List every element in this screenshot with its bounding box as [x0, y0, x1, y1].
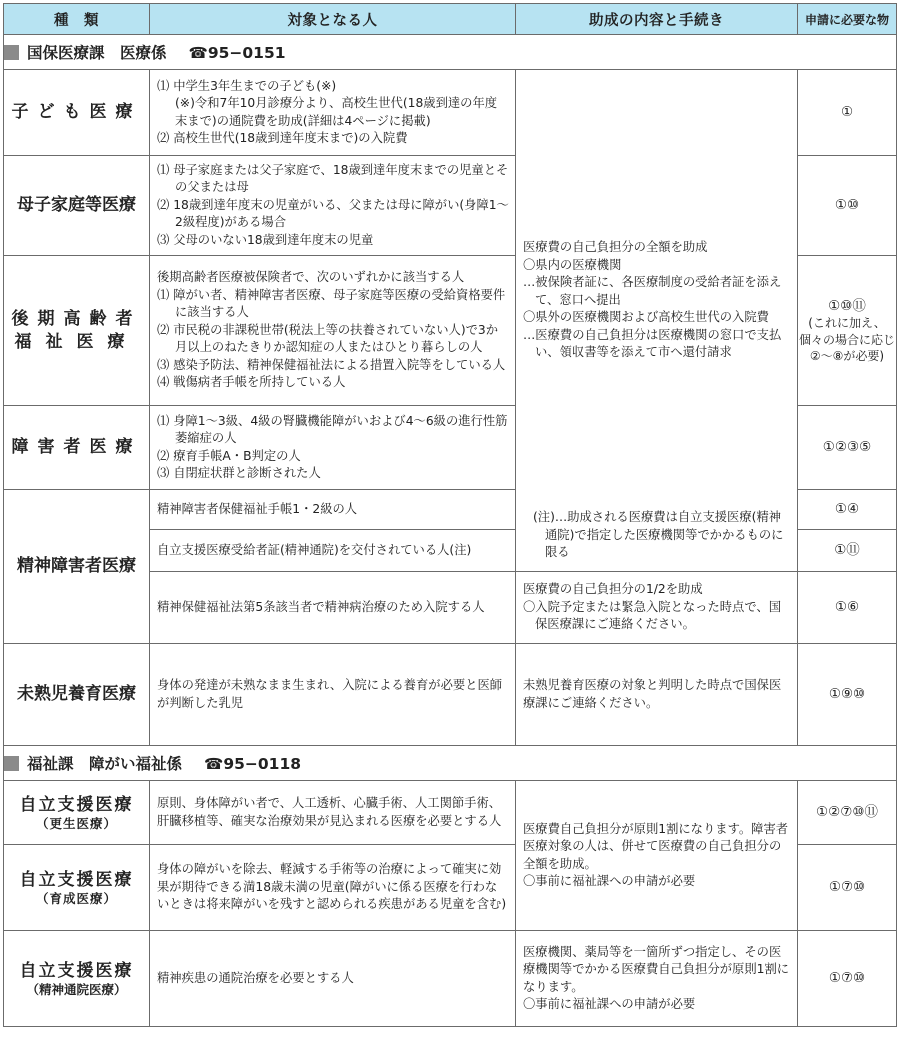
- category-name: 自立支援医療: [19, 869, 134, 890]
- aid-line: 医療費の自己負担分の1/2を助成: [523, 582, 703, 597]
- header-row: [4, 4, 897, 35]
- table-row-tsuin: [4, 931, 897, 1027]
- aid-line: 〇県内の医療機関: [523, 257, 622, 272]
- aid-line: 〇県外の医療機関および高校生世代の入院費: [523, 310, 769, 325]
- required-docs: ①⑩⑪: [828, 298, 866, 315]
- aid-line: 医療機関、薬局等を一箇所ずつ指定し、その医療機関等でかかる医療費自己負担分が原則1割になります。: [523, 944, 790, 994]
- required-note: (これに加え、個々の場合に応じ②〜⑧が必要): [798, 316, 895, 363]
- gray-square-icon: [4, 756, 19, 771]
- target-item: ⑶ 父母のいない18歳到達年度末の児童: [157, 232, 374, 247]
- target-item: ⑵ 高校生世代(18歳到達年度末まで)の入院費: [157, 130, 408, 145]
- required-docs: ①⑩: [798, 156, 897, 256]
- header-aid: 助成の内容と手続き: [516, 4, 798, 35]
- required-docs: ①②⑦⑩⑪: [798, 781, 897, 845]
- table-row-mijuku: [4, 644, 897, 746]
- required-docs: ①⑦⑩: [798, 931, 897, 1027]
- target-item: 原則、身体障がい者で、人工透析、心臓手術、人工関節手術、肝臓移植等、確実な治療効果が見込まれる医療を必要とする人: [150, 781, 516, 845]
- target-item: ⑶ 感染予防法、精神保健福祉法による措置入院等をしている人: [157, 357, 506, 372]
- aid-line: 〇事前に福祉課への申請が必要: [523, 873, 696, 888]
- category-name: 母子家庭等医療: [4, 156, 150, 256]
- required-docs: ①⑨⑩: [798, 644, 897, 746]
- required-docs: ①⑦⑩: [798, 845, 897, 931]
- aid-cell-full: [516, 70, 798, 572]
- category-name: 福祉医療: [14, 331, 139, 352]
- aid-line: 医療費の自己負担分の全額を助成: [523, 240, 708, 255]
- category-sub: （精神通院医療）: [26, 982, 127, 998]
- target-item: 精神疾患の通院治療を必要とする人: [150, 931, 516, 1027]
- category-name: 障害者医療: [11, 437, 142, 458]
- target-note: (※)令和7年10月診療分より、高校生世代(18歳到達の年度末まで)の通院費を助成(詳細は4ページに掲載): [175, 96, 498, 128]
- header-target: 対象となる人: [150, 4, 516, 35]
- target-item: ⑵ 18歳到達年度末の児童がいる、父または母に障がい(身障1〜2級程度)がある場合: [157, 197, 509, 230]
- required-docs: ①⑪: [798, 530, 897, 572]
- header-required: 申請に必要な物: [798, 4, 897, 35]
- category-name: 後期高齢者: [11, 308, 142, 329]
- aid-line: …被保険者証に、各医療制度の受給者証を添えて、窓口へ提出: [523, 275, 782, 307]
- aid-line: 未熟児養育医療の対象と判明した時点で国保医療課にご連絡ください。: [516, 644, 798, 746]
- aid-note: (注)…助成される医療費は自立支援医療(精神通院)で指定した医療機関等でかかるものに限る: [533, 510, 784, 560]
- category-name: 自立支援医療: [19, 960, 134, 981]
- table-row-kosei: [4, 781, 897, 845]
- required-docs: ①②③⑤: [798, 406, 897, 490]
- target-item: 身体の発達が未熟なまま生まれ、入院による養育が必要と医師が判断した乳児: [150, 644, 516, 746]
- target-item: ⑴ 障がい者、精神障害者医療、母子家庭等医療の受給資格要件に該当する人: [157, 287, 506, 320]
- category-name: 未熟児養育医療: [4, 644, 150, 746]
- required-docs: ①④: [798, 490, 897, 530]
- target-item: ⑴ 身障1〜3級、4級の腎臓機能障がいおよび4〜6級の進行性筋萎縮症の人: [157, 413, 508, 446]
- target-item: ⑵ 療育手帳A・B判定の人: [157, 448, 301, 463]
- aid-line: …医療費の自己負担分は医療機関の窓口で支払い、領収書等を添えて市へ還付請求: [523, 327, 782, 359]
- target-item: 身体の障がいを除去、軽減する手術等の治療によって確実に効果が期待できる満18歳未満の児童(障がいに係る医療を行わないときは将来障がいを残すと認められる疾患がある児童を含む): [150, 845, 516, 931]
- target-item: ⑶ 自閉症状群と診断された人: [157, 465, 321, 480]
- section-title: 国保医療課 医療係: [27, 44, 167, 62]
- category-name: 精神障害者医療: [4, 490, 150, 644]
- category-name: 自立支援医療: [19, 794, 134, 815]
- target-lead: 後期高齢者医療被保険者で、次のいずれかに該当する人: [157, 270, 465, 285]
- category-name: 子ども医療: [11, 102, 142, 123]
- target-item: 精神保健福祉法第5条該当者で精神病治療のため入院する人: [150, 572, 516, 644]
- target-item: ⑵ 市民税の非課税世帯(税法上等の扶養されていない人)で3か月以上のねたきりか認知症の人またはひとり暮らしの人: [157, 322, 499, 355]
- target-item: ⑴ 中学生3年生までの子ども(※): [157, 78, 337, 93]
- section-kokuho: [4, 35, 897, 70]
- section-title: 福祉課 障がい福祉係: [27, 755, 183, 773]
- aid-line: 〇入院予定または緊急入院となった時点で、国保医療課にご連絡ください。: [523, 599, 781, 632]
- gray-square-icon: [4, 45, 19, 60]
- category-sub: （更生医療）: [35, 816, 117, 832]
- aid-line: 医療費自己負担分が原則1割になります。障害者医療対象の人は、併せて医療費の自己負担分の全額を助成。: [523, 821, 789, 871]
- table-row-kodomo: [4, 70, 897, 156]
- section-fukushi: [4, 746, 897, 781]
- required-docs: ①⑥: [798, 572, 897, 644]
- category-sub: （育成医療）: [35, 891, 117, 907]
- target-item: ⑴ 母子家庭または父子家庭で、18歳到達年度末までの児童とその父または母: [157, 162, 509, 195]
- aid-line: 〇事前に福祉課への申請が必要: [523, 996, 696, 1011]
- target-item: 自立支援医療受給者証(精神通院)を交付されている人(注): [150, 530, 516, 572]
- required-docs: ①: [798, 70, 897, 156]
- section-tel: ☎95−0118: [204, 755, 302, 773]
- section-tel: ☎95−0151: [188, 44, 286, 62]
- medical-aid-table: [3, 3, 897, 1027]
- target-item: 精神障害者保健福祉手帳1・2級の人: [150, 490, 516, 530]
- header-type: 種 類: [4, 4, 150, 35]
- target-item: ⑷ 戦傷病者手帳を所持している人: [157, 375, 346, 390]
